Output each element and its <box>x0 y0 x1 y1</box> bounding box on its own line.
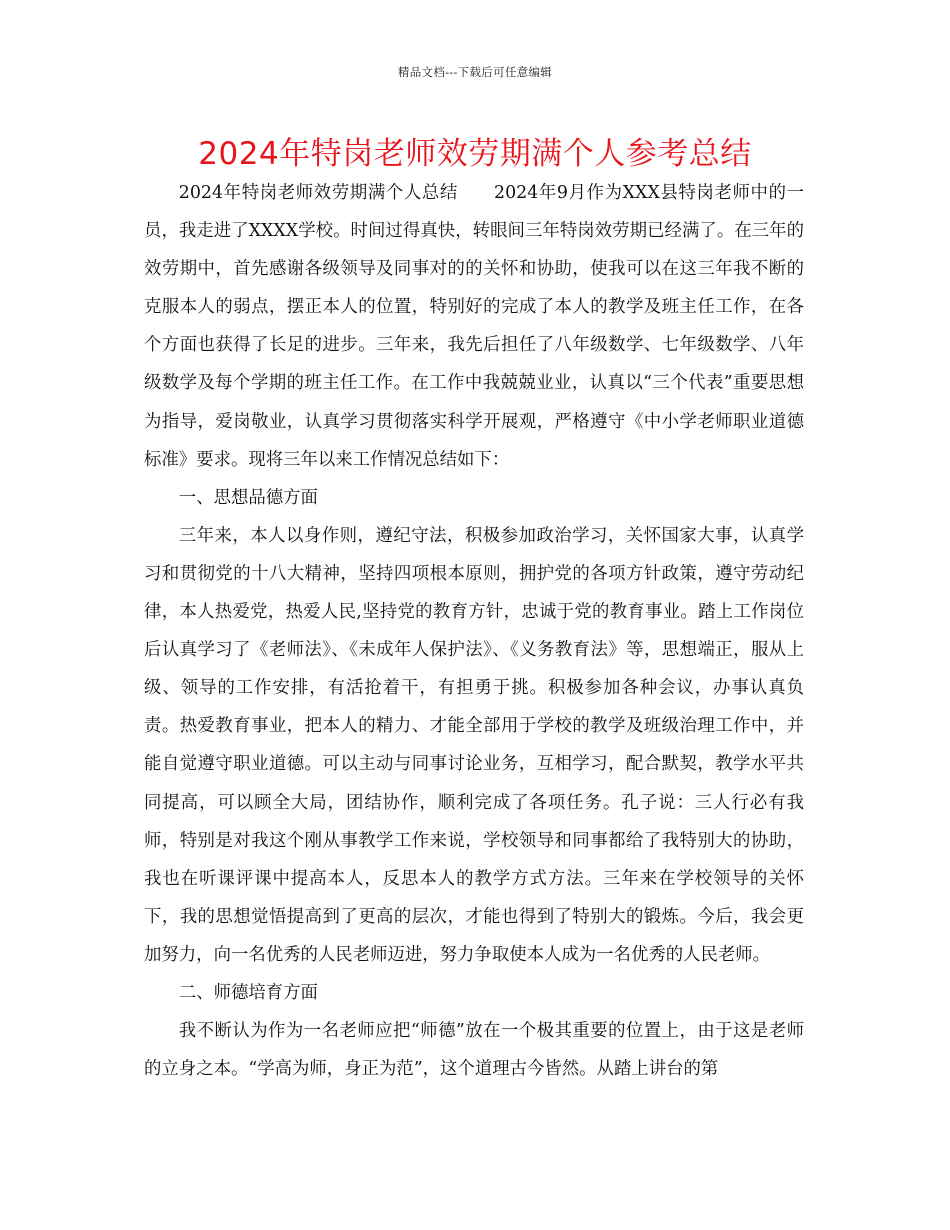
paragraph-intro: 2024年特岗老师效劳期满个人总结 2024年9月作为XXX县特岗老师中的一员，我走进了XXXX学校。时间过得真快，转眼间三年特岗效劳期已经满了。在三年的效劳期中，首先感谢各级领导及同事对的的关怀和协助，使我可以在这三年我不断的克服本人的弱点，摆正本人的位置，特别好的完成了本人的教学及班主任工作，在各个方面也获得了长足的进步。三年来，我先后担任了八年级数学、七年级数学、八年级数学及每个学期的班主任工作。在工作中我兢兢业业，认真以“三个代表”重要思想为指导，爱岗敬业，认真学习贯彻落实科学开展观，严格遵守《中小学老师职业道德标准》要求。现将三年以来工作情况总结如下： <box>144 183 804 470</box>
paragraph-section-2: 我不断认为作为一名老师应把“师德”放在一个极其重要的位置上，由于这是老师的立身之本。“学高为师，身正为范”，这个道理古今皆然。从踏上讲台的第 <box>144 1021 804 1080</box>
document-body <box>144 174 804 1088</box>
document-title: 2024年特岗老师效劳期满个人参考总结 <box>198 136 752 172</box>
section-heading-1: 一、思想品德方面 <box>178 487 318 508</box>
paragraph-section-1: 三年来，本人以身作则，遵纪守法，积极参加政治学习，关怀国家大事，认真学习和贯彻党的十八大精神，坚持四项根本原则，拥护党的各项方针政策，遵守劳动纪律，本人热爱党，热爱人民,坚持党的教育方针，忠诚于党的教育事业。踏上工作岗位后认真学习了《老师法》、《未成年人保护法》、《义务教育法》等，思想端正，服从上级、领导的工作安排，有活抢着干，有担勇于挑。积极参加各种会议，办事认真负责。热爱教育事业，把本人的精力、才能全部用于学校的教学及班级治理工作中，并能自觉遵守职业道德。可以主动与同事讨论业务，互相学习，配合默契，教学水平共同提高，可以顾全大局，团结协作，顺利完成了各项任务。孔子说：三人行必有我师，特别是对我这个刚从事教学工作来说，学校领导和同事都给了我特别大的协助，我也在听课评课中提高本人，反思本人的教学方式方法。三年来在学校领导的关怀下，我的思想觉悟提高到了更高的层次，才能也得到了特别大的锻炼。今后，我会更加努力，向一名优秀的人民老师迈进，努力争取使本人成为一名优秀的人民老师。 <box>144 525 804 965</box>
header-note: 精品文档---下载后可任意编辑 <box>397 65 553 79</box>
section-heading-2: 二、师德培育方面 <box>178 982 318 1003</box>
